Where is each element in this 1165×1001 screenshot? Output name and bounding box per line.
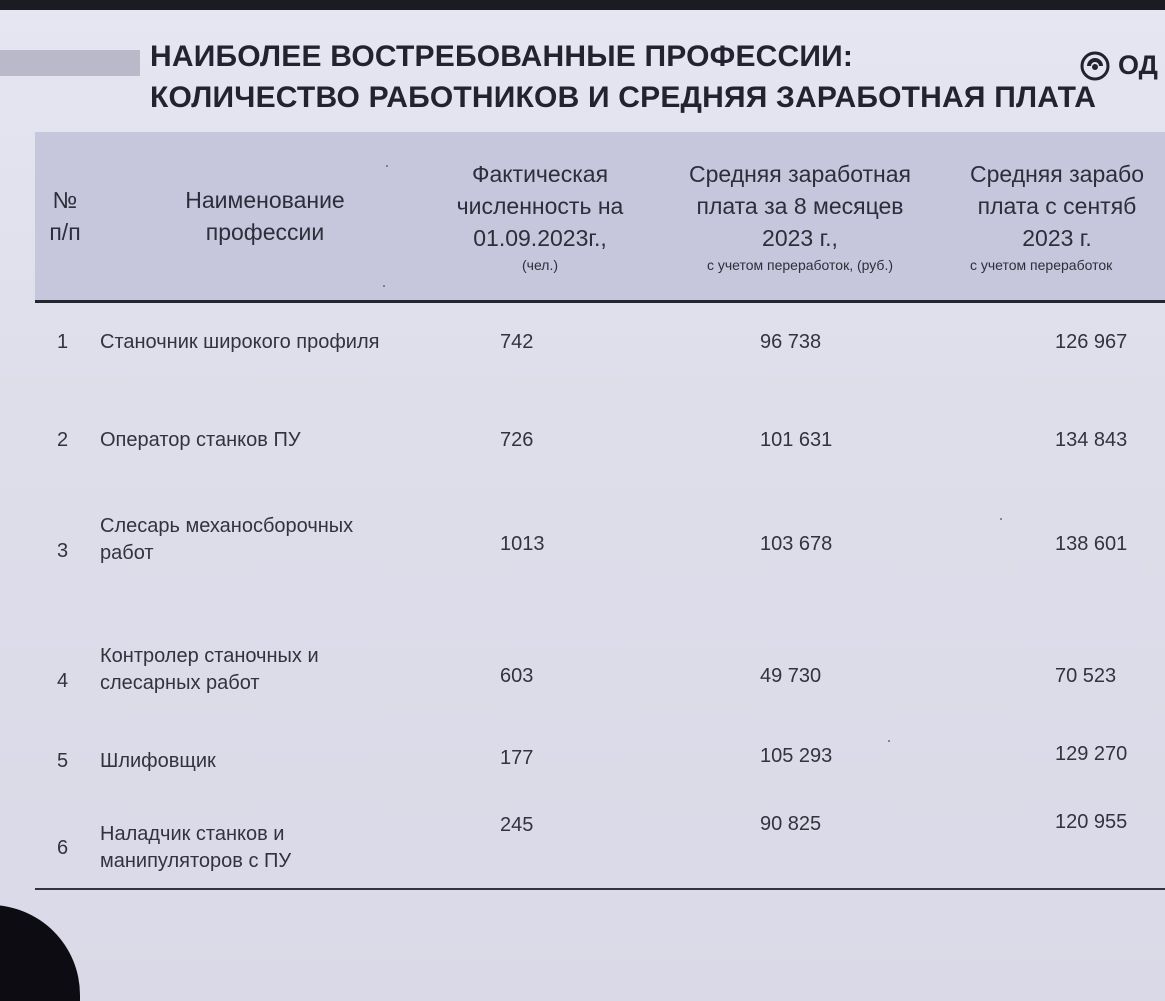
row-avg-since-september: 126 967 (1055, 331, 1128, 353)
company-logo (1080, 50, 1158, 81)
row-avg-8-months: 49 730 (760, 665, 822, 687)
row-count: 245 (500, 814, 534, 836)
title-line-2: КОЛИЧЕСТВО РАБОТНИКОВ И СРЕДНЯЯ ЗАРАБОТНАЯ ПЛАТА (150, 81, 1097, 114)
header-avg-8-months: Средняя заработная плата за 8 месяцев 2023 г., с учетом переработок, (руб.) (689, 161, 911, 273)
header-avg-since-september: Средняя зарабо плата с сентяб 2023 г. с учетом переработок (970, 161, 1144, 273)
row-avg-8-months: 101 631 (760, 429, 833, 451)
row-avg-since-september: 138 601 (1055, 533, 1128, 555)
title-accent-bar (0, 50, 140, 76)
header-avg-since-september-note: с учетом переработок (970, 257, 1113, 273)
table-header (35, 132, 1165, 303)
row-index: 3 (57, 540, 69, 562)
row-profession: Шлифовщик (100, 750, 216, 772)
row-avg-since-september: 134 843 (1055, 429, 1128, 451)
row-profession: Наладчик станков и манипуляторов с ПУ (100, 823, 292, 872)
header-avg-8-months-note: с учетом переработок, (руб.) (706, 257, 894, 273)
speck (386, 165, 388, 167)
row-index: 4 (57, 670, 69, 692)
dark-corner-shadow (0, 905, 80, 1001)
speck (383, 285, 385, 287)
top-edge (0, 0, 1165, 10)
header-count: Фактическая численность на 01.09.2023г., (чел.) (456, 161, 624, 273)
row-avg-8-months: 105 293 (760, 745, 833, 767)
row-avg-8-months: 90 825 (760, 813, 822, 835)
slide-title (150, 36, 1096, 118)
header-name: Наименование профессии (185, 187, 345, 245)
row-avg-since-september: 120 955 (1055, 811, 1128, 833)
row-index: 1 (57, 331, 69, 353)
row-index: 2 (57, 429, 69, 451)
row-index: 6 (57, 837, 69, 859)
row-avg-since-september: 70 523 (1055, 665, 1117, 687)
row-avg-8-months: 96 738 (760, 331, 822, 353)
row-avg-since-september: 129 270 (1055, 743, 1128, 765)
header-count-note: (чел.) (522, 257, 558, 273)
header-num: № п/п (49, 187, 81, 245)
row-profession: Станочник широкого профиля (100, 331, 380, 353)
row-profession: Контролер станочных и слесарных работ (100, 645, 319, 694)
row-count: 1013 (500, 533, 545, 555)
row-count: 177 (500, 747, 534, 769)
logo-circle-icon (1080, 51, 1110, 81)
row-profession: Оператор станков ПУ (100, 429, 301, 451)
row-count: 726 (500, 429, 534, 451)
logo-text: ОД (1118, 50, 1158, 80)
title-line-1: НАИБОЛЕЕ ВОСТРЕБОВАННЫЕ ПРОФЕССИИ: (150, 40, 854, 73)
table-body (35, 303, 1165, 890)
professions-table (35, 132, 1165, 890)
row-avg-8-months: 103 678 (760, 533, 833, 555)
row-profession: Слесарь механосборочных работ (100, 515, 354, 564)
speck (1000, 518, 1002, 520)
row-index: 5 (57, 750, 69, 772)
row-count: 603 (500, 665, 534, 687)
row-count: 742 (500, 331, 534, 353)
speck (888, 740, 890, 742)
